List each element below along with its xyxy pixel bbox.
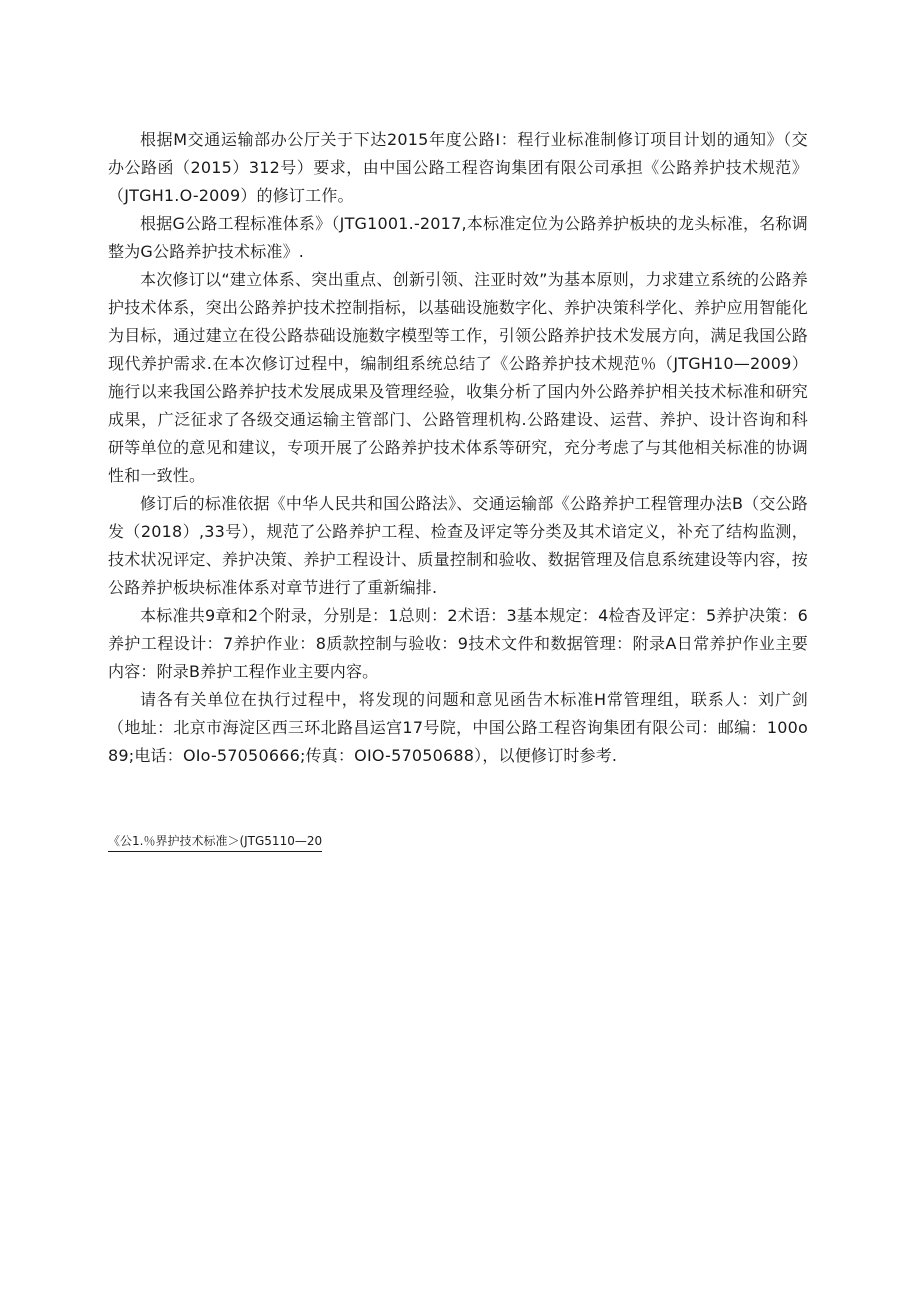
paragraph-project-basis: 根据M交通运输部办公厅关于下达2015年度公路I：程行业标准制修订项目计划的通知》（交办公路函（2015）312号）要求，由中国公路工程咨询集团有限公司承担《公路养护技术规范》（JTGH1.O-2009）的修订工作。 (108, 130, 808, 205)
paragraph-contact-info: 请各有关单位在执行过程中，将发现的问题和意见函告木标准H常管理组，联系人：刘广剑（地址：北京市海淀区西三环北路昌运宫17号院，中国公路工程咨询集团有限公司：邮编：100o89;电话：OIo-57050666;传真：OIO-57050688），以便修订时参考. (108, 690, 808, 765)
document-body (108, 126, 808, 770)
paragraph-revision-principles: 本次修订以“建立体系、突出重点、创新引领、注亚时效”为基本原则，力求建立系统的公路养护技术体系，突出公路养护技术控制指标，以基础设施数字化、养护决策科学化、养护应用智能化为目标，通过建立在役公路恭础设施数字模型等工作，引领公路养护技术发展方向，满足我国公路现代养护需求.在本次修订过程中，编制组系统总结了《公路养护技术规范％（JTGH10—2009）施行以来我国公路养护技术发展成果及管理经验，收集分析了国内外公路养护相关技术标准和研究成果，广泛征求了各级交通运输主管部门、公路管理机构.公路建设、运营、养护、设计咨询和科研等单位的意见和建议，专项开展了公路养护技术体系等研究，充分考虑了与其他相关标准的协调性和一致性。 (108, 270, 808, 485)
paragraph-revision-content: 修订后的标准依据《中华人民共和国公路法》、交通运输部《公路养护工程管理办法B（交公路发（2018）,33号），规范了公路养护工程、检查及评定等分类及其术谙定义，补充了结构监测，技术状况评定、养护决策、养护工程设计、质量控制和验收、数据管理及信息系统建设等内容，按公路养护板块标准体系对章节进行了重新编排. (108, 494, 808, 597)
paragraph-chapter-overview: 本标准共9章和2个附录，分别是：1总则：2术语：3基本规定：4检杳及评定：5养护决策：6养护工程设计：7养护作业：8质款控制与验收：9技术文件和数据管理：附录A日常养护作业主要内容：附录B养护工程作业主要内容。 (108, 606, 808, 681)
paragraph-standard-positioning: 根据G公路工程标准体系》（JTG1001.-2017,本标准定位为公路养护板块的龙头标准，名称调整为G公路养护技术标准》. (108, 214, 808, 261)
running-footer: 《公1.％界护技术标准＞(JTG5110—20 (108, 832, 322, 852)
